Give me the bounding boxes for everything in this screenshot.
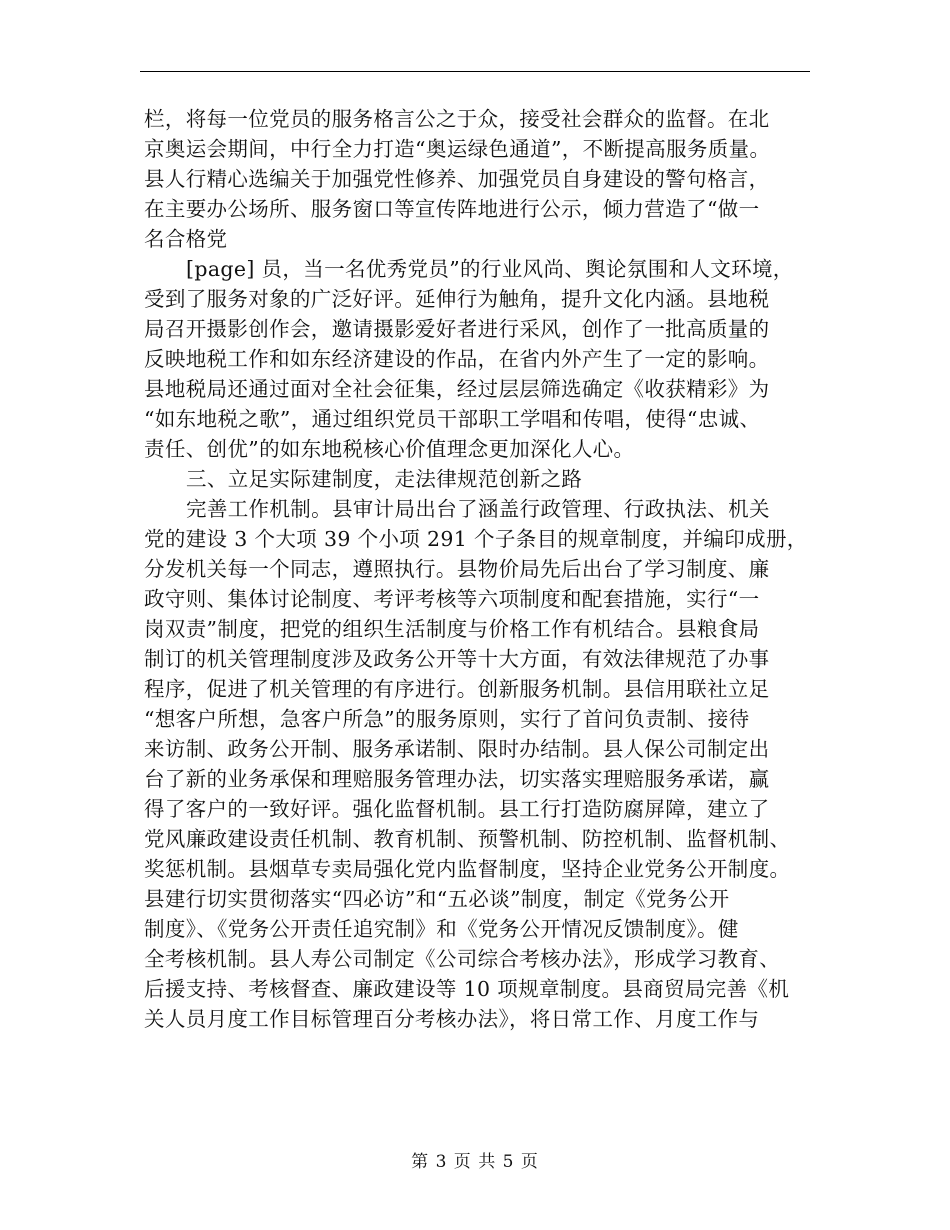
section-heading: 三、立足实际建制度，走法律规范创新之路: [186, 467, 583, 491]
text-line: 党风廉政建设责任机制、教育机制、预警机制、防控机制、监督机制、: [144, 827, 791, 851]
text-line: 名合格党: [144, 227, 228, 251]
text-line: 岗双责”制度，把党的组织生活制度与价格工作有机结合。县粮食局: [144, 617, 760, 641]
text-line: 政守则、集体讨论制度、考评考核等六项制度和配套措施，实行“一: [144, 587, 760, 611]
text-line: “想客户所想，急客户所急”的服务原则，实行了首问负责制、接待: [144, 707, 750, 731]
text-line: 全考核机制。县人寿公司制定《公司综合考核办法》，形成学习教育、: [144, 947, 781, 971]
text-line: 完善工作机制。县审计局出台了涵盖行政管理、行政执法、机关: [186, 497, 770, 521]
text-line: 分发机关每一个同志，遵照执行。县物价局先后出台了学习制度、廉: [144, 557, 770, 581]
text-line: 县建行切实贯彻落实“四必访”和“五必谈”制度，制定《党务公开: [144, 887, 730, 911]
text-line: 在主要办公场所、服务窗口等宣传阵地进行公示，倾力营造了“做一: [144, 197, 760, 221]
text-line: 得了客户的一致好评。强化监督机制。县工行打造防腐屏障，建立了: [144, 797, 770, 821]
text-line: 来访制、政务公开制、服务承诺制、限时办结制。县人保公司制定出: [144, 737, 770, 761]
text-line: 党的建设 3 个大项 39 个小项 291 个子条目的规章制度，并编印成册，: [144, 527, 808, 551]
document-body: [144, 104, 824, 1034]
text-line: “如东地税之歌”，通过组织党员干部职工学唱和传唱，使得“忠诚、: [144, 407, 761, 431]
text-line: 制度》、《党务公开责任追究制》和《党务公开情况反馈制度》。健: [144, 917, 739, 941]
text-line: [page] 员，当一名优秀党员”的行业风尚、舆论氛围和人文环境，: [186, 257, 794, 281]
text-line: 奖惩机制。县烟草专卖局强化党内监督制度，坚持企业党务公开制度。: [144, 857, 791, 881]
text-line: 程序，促进了机关管理的有序进行。创新服务机制。县信用联社立足: [144, 677, 770, 701]
text-line: 责任、创优”的如东地税核心价值理念更加深化人心。: [144, 437, 635, 461]
text-line: 局召开摄影创作会，邀请摄影爱好者进行采风，创作了一批高质量的: [144, 317, 770, 341]
text-line: 县人行精心选编关于加强党性修养、加强党员自身建设的警句格言，: [144, 167, 770, 191]
text-line: 栏，将每一位党员的服务格言公之于众，接受社会群众的监督。在北: [144, 107, 770, 131]
text-line: 关人员月度工作目标管理百分考核办法》，将日常工作、月度工作与: [144, 1007, 760, 1031]
text-line: 反映地税工作和如东经济建设的作品，在省内外产生了一定的影响。: [144, 347, 770, 371]
header-rule: [140, 71, 810, 72]
page-number-footer: 第 3 页 共 5 页: [411, 1152, 539, 1172]
text-line: 京奥运会期间，中行全力打造“奥运绿色通道”，不断提高服务质量。: [144, 137, 771, 161]
text-line: 制订的机关管理制度涉及政务公开等十大方面，有效法律规范了办事: [144, 647, 770, 671]
text-line: 台了新的业务承保和理赔服务管理办法，切实落实理赔服务承诺，赢: [144, 767, 770, 791]
text-line: 受到了服务对象的广泛好评。延伸行为触角，提升文化内涵。县地税: [144, 287, 770, 311]
text-line: 县地税局还通过面对全社会征集，经过层层筛选确定《收获精彩》为: [144, 377, 770, 401]
text-line: 后援支持、考核督查、廉政建设等 10 项规章制度。县商贸局完善《机: [144, 977, 790, 1001]
